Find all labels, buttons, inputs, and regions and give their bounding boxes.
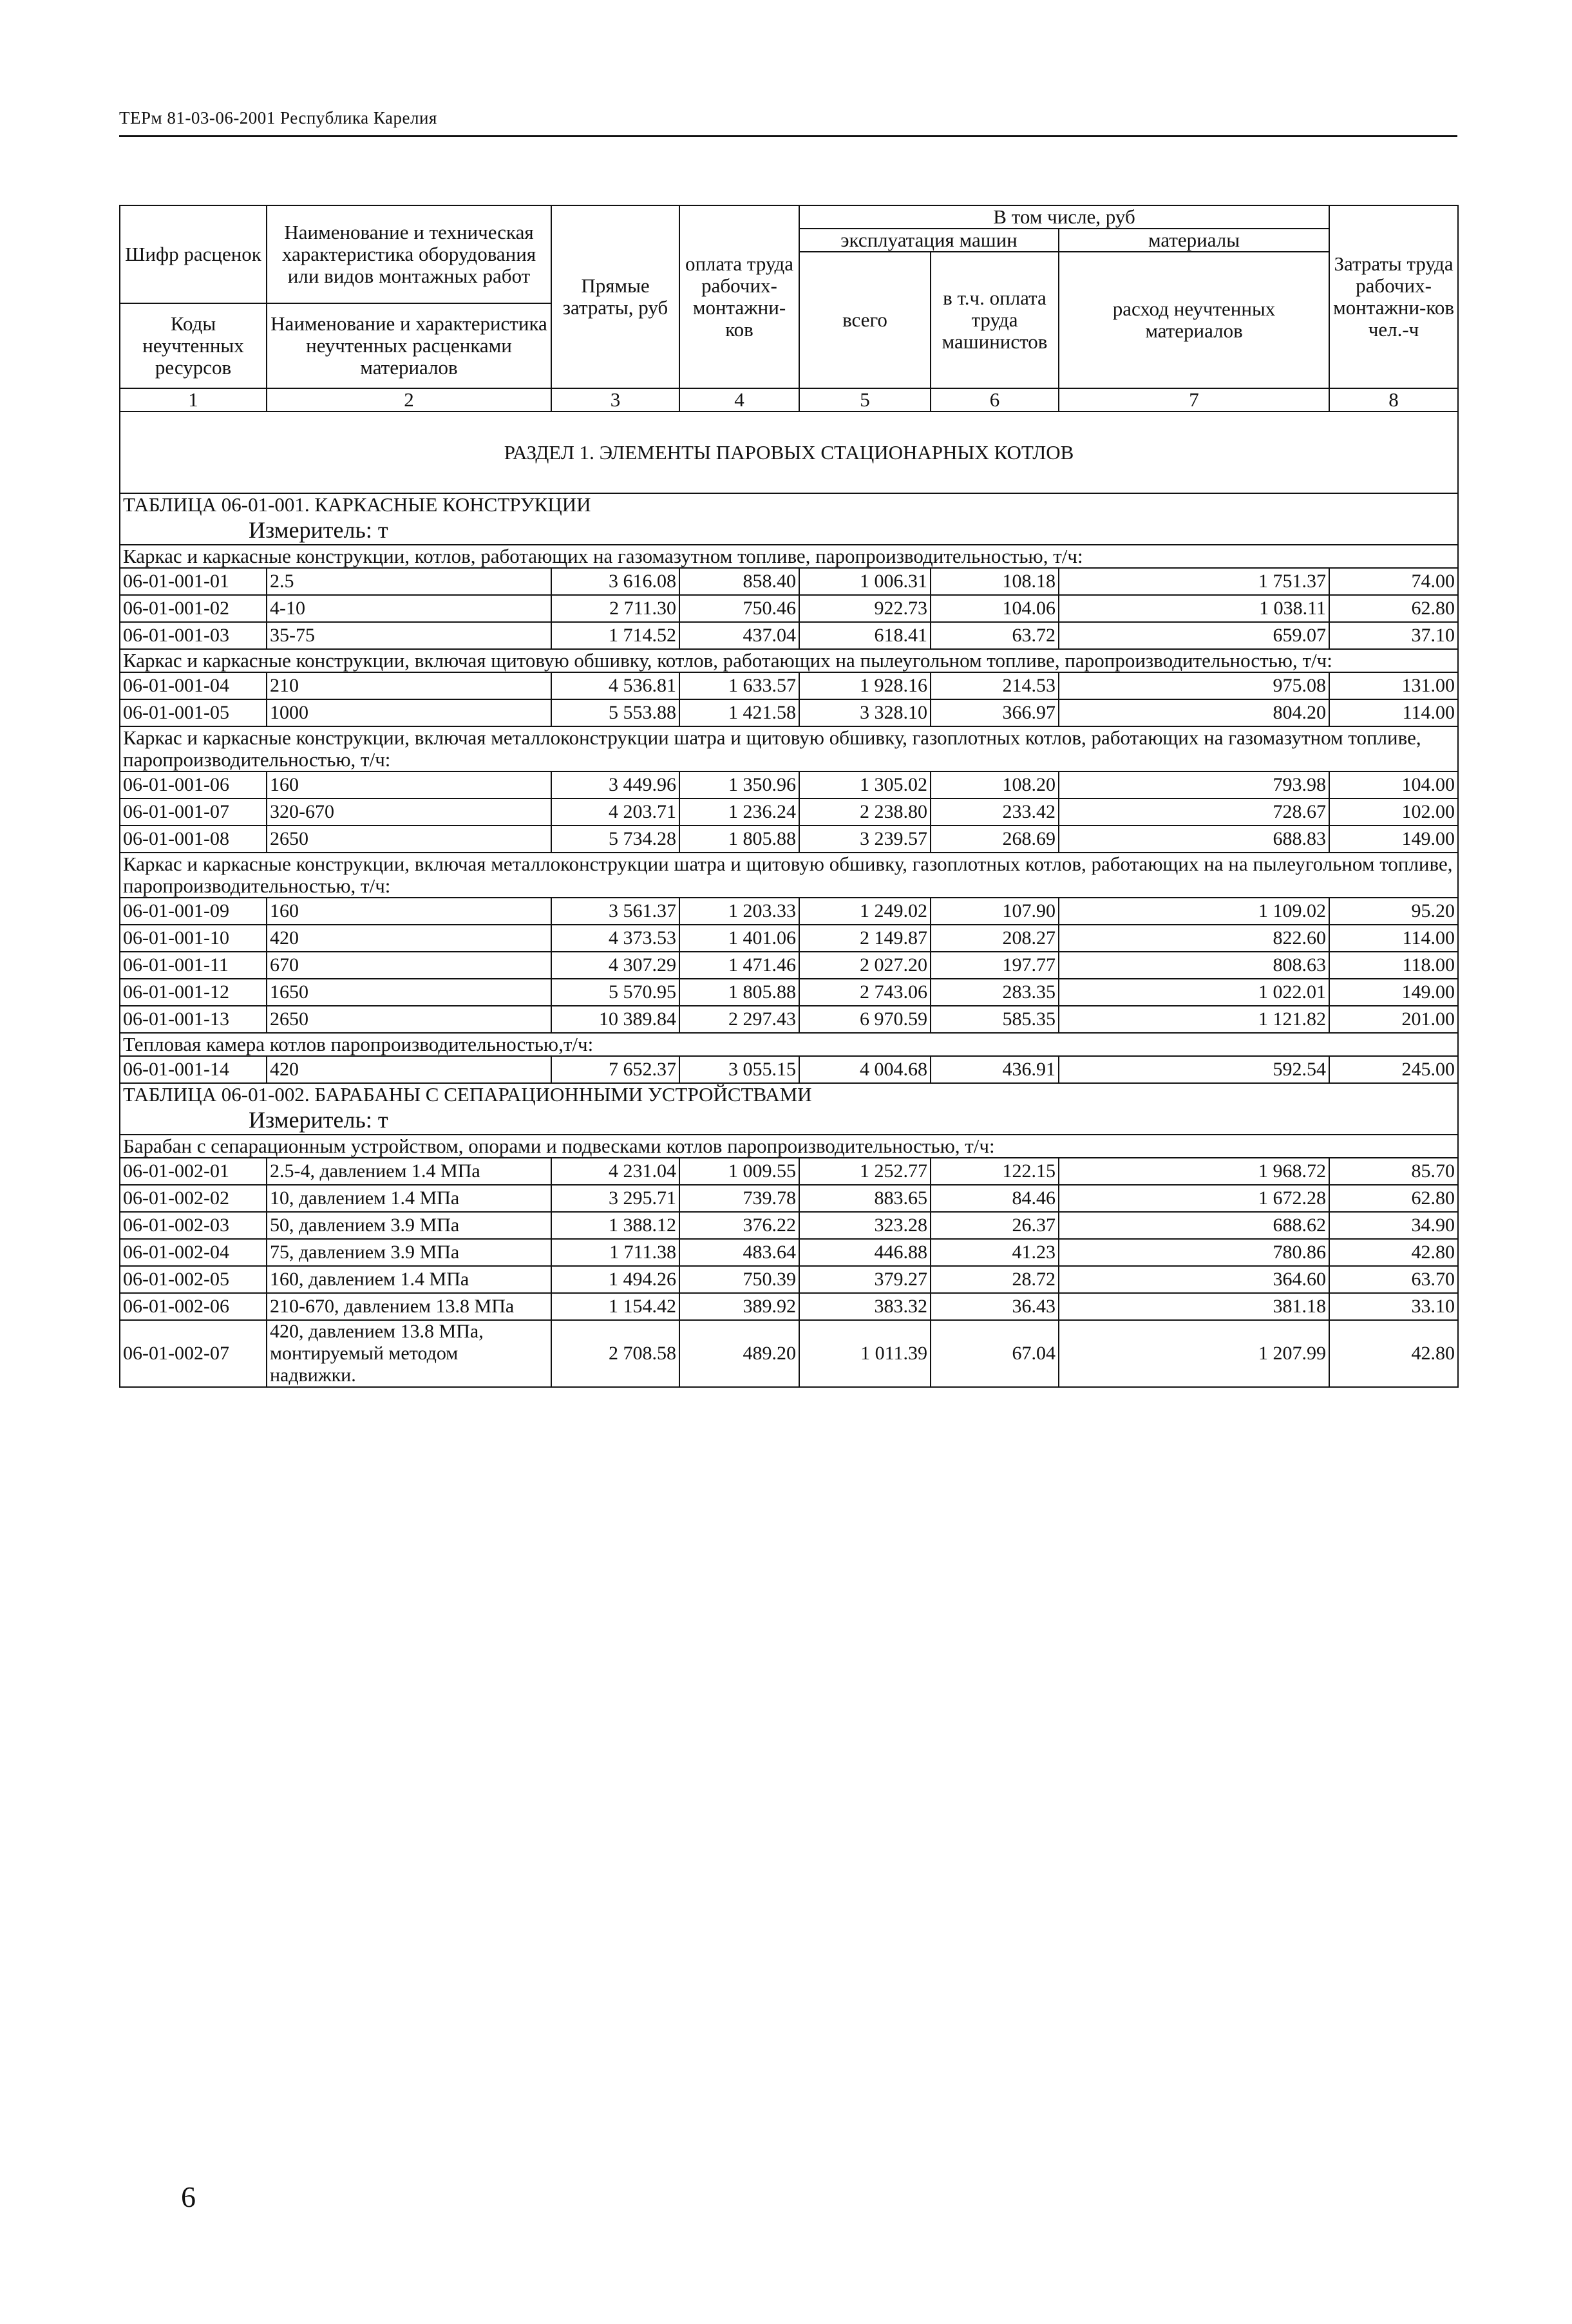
col-number-4: 4 bbox=[679, 388, 799, 411]
cell-mach-labor: 84.46 bbox=[931, 1185, 1059, 1212]
cell-mat: 364.60 bbox=[1059, 1266, 1329, 1293]
group-heading-row bbox=[120, 853, 1458, 898]
cell-hours: 201.00 bbox=[1329, 1006, 1458, 1033]
cell-mach-labor: 436.91 bbox=[931, 1056, 1059, 1083]
table-row bbox=[120, 1239, 1458, 1266]
cell-direct: 5 553.88 bbox=[551, 699, 679, 726]
cell-hours: 114.00 bbox=[1329, 925, 1458, 952]
cell-labor: 1 805.88 bbox=[679, 979, 799, 1006]
cell-mat: 592.54 bbox=[1059, 1056, 1329, 1083]
cell-mach: 1 928.16 bbox=[799, 672, 931, 699]
cell-labor: 437.04 bbox=[679, 622, 799, 649]
col-number-6: 6 bbox=[931, 388, 1059, 411]
group-heading: Тепловая камера котлов паропроизводительностью,т/ч: bbox=[120, 1033, 1458, 1056]
table-row bbox=[120, 1006, 1458, 1033]
table-row bbox=[120, 1266, 1458, 1293]
cell-code: 06-01-001-11 bbox=[120, 952, 267, 979]
cell-desc: 420 bbox=[267, 1056, 551, 1083]
cell-desc: 1650 bbox=[267, 979, 551, 1006]
cell-mat: 1 022.01 bbox=[1059, 979, 1329, 1006]
cell-code: 06-01-001-02 bbox=[120, 595, 267, 622]
table-row bbox=[120, 771, 1458, 798]
cell-hours: 33.10 bbox=[1329, 1293, 1458, 1320]
table-row bbox=[120, 979, 1458, 1006]
table-row bbox=[120, 1212, 1458, 1239]
cell-mach: 1 011.39 bbox=[799, 1320, 931, 1387]
cell-code: 06-01-001-06 bbox=[120, 771, 267, 798]
col-incl-header: В том числе, руб bbox=[799, 205, 1329, 229]
cell-mach-labor: 108.18 bbox=[931, 568, 1059, 595]
col-number-3: 3 bbox=[551, 388, 679, 411]
price-table bbox=[119, 205, 1459, 1388]
cell-hours: 104.00 bbox=[1329, 771, 1458, 798]
group-heading: Каркас и каркасные конструкции, котлов, работающих на газомазутном топливе, паропроизводительностью, т/ч: bbox=[120, 545, 1458, 568]
cell-code: 06-01-001-13 bbox=[120, 1006, 267, 1033]
cell-mach: 379.27 bbox=[799, 1266, 931, 1293]
cell-code: 06-01-001-09 bbox=[120, 898, 267, 925]
cell-direct: 2 708.58 bbox=[551, 1320, 679, 1387]
table-title bbox=[120, 1083, 1458, 1135]
cell-hours: 74.00 bbox=[1329, 568, 1458, 595]
group-heading: Каркас и каркасные конструкции, включая металлоконструкции шатра и щитовую обшивку, газоплотных котлов, работающих на на пылеугольном топливе, паропроизводительностью, т/ч: bbox=[120, 853, 1458, 898]
cell-mach: 2 149.87 bbox=[799, 925, 931, 952]
cell-desc: 420 bbox=[267, 925, 551, 952]
cell-desc: 50, давлением 3.9 МПа bbox=[267, 1212, 551, 1239]
cell-mach-labor: 214.53 bbox=[931, 672, 1059, 699]
cell-labor: 750.39 bbox=[679, 1266, 799, 1293]
cell-code: 06-01-001-10 bbox=[120, 925, 267, 952]
col-labor-header: оплата труда рабочих-монтажни-ков bbox=[679, 205, 799, 388]
table-row bbox=[120, 1185, 1458, 1212]
cell-code: 06-01-002-06 bbox=[120, 1293, 267, 1320]
header-rule bbox=[119, 135, 1457, 137]
cell-mach: 2 743.06 bbox=[799, 979, 931, 1006]
cell-mach: 2 238.80 bbox=[799, 798, 931, 826]
cell-mach-labor: 107.90 bbox=[931, 898, 1059, 925]
cell-code: 06-01-001-14 bbox=[120, 1056, 267, 1083]
cell-code: 06-01-001-08 bbox=[120, 826, 267, 853]
cell-desc: 670 bbox=[267, 952, 551, 979]
cell-direct: 4 373.53 bbox=[551, 925, 679, 952]
col-number-1: 1 bbox=[120, 388, 267, 411]
cell-mach: 323.28 bbox=[799, 1212, 931, 1239]
cell-hours: 37.10 bbox=[1329, 622, 1458, 649]
cell-mach-labor: 67.04 bbox=[931, 1320, 1059, 1387]
cell-direct: 3 295.71 bbox=[551, 1185, 679, 1212]
cell-mat: 1 109.02 bbox=[1059, 898, 1329, 925]
cell-desc: 2650 bbox=[267, 1006, 551, 1033]
cell-desc: 4-10 bbox=[267, 595, 551, 622]
cell-desc: 75, давлением 3.9 МПа bbox=[267, 1239, 551, 1266]
cell-mach: 2 027.20 bbox=[799, 952, 931, 979]
col-mach-labor-header: в т.ч. оплата труда машинистов bbox=[931, 252, 1059, 388]
cell-hours: 245.00 bbox=[1329, 1056, 1458, 1083]
cell-hours: 114.00 bbox=[1329, 699, 1458, 726]
cell-desc: 320-670 bbox=[267, 798, 551, 826]
cell-hours: 42.80 bbox=[1329, 1320, 1458, 1387]
cell-code: 06-01-001-04 bbox=[120, 672, 267, 699]
col-code-header: Шифр расценок bbox=[120, 205, 267, 303]
cell-labor: 2 297.43 bbox=[679, 1006, 799, 1033]
cell-mat: 1 672.28 bbox=[1059, 1185, 1329, 1212]
cell-code: 06-01-001-12 bbox=[120, 979, 267, 1006]
table-row bbox=[120, 925, 1458, 952]
cell-mat: 381.18 bbox=[1059, 1293, 1329, 1320]
cell-mach: 618.41 bbox=[799, 622, 931, 649]
cell-direct: 1 714.52 bbox=[551, 622, 679, 649]
cell-labor: 1 236.24 bbox=[679, 798, 799, 826]
cell-labor: 1 009.55 bbox=[679, 1158, 799, 1185]
cell-mach-labor: 41.23 bbox=[931, 1239, 1059, 1266]
cell-mach-labor: 197.77 bbox=[931, 952, 1059, 979]
cell-desc: 35-75 bbox=[267, 622, 551, 649]
col-hours-header: Затраты труда рабочих-монтажни-ков чел.-ч bbox=[1329, 205, 1458, 388]
cell-mach: 6 970.59 bbox=[799, 1006, 931, 1033]
table-row bbox=[120, 1293, 1458, 1320]
cell-mach: 1 252.77 bbox=[799, 1158, 931, 1185]
cell-desc: 1000 bbox=[267, 699, 551, 726]
col-res-name-header: Наименование и характеристика неучтенных расценками материалов bbox=[267, 303, 551, 388]
table-title-text: ТАБЛИЦА 06-01-001. КАРКАСНЫЕ КОНСТРУКЦИИ bbox=[123, 493, 591, 516]
col-number-7: 7 bbox=[1059, 388, 1329, 411]
cell-labor: 1 203.33 bbox=[679, 898, 799, 925]
cell-code: 06-01-002-01 bbox=[120, 1158, 267, 1185]
cell-mach-labor: 36.43 bbox=[931, 1293, 1059, 1320]
cell-mat: 780.86 bbox=[1059, 1239, 1329, 1266]
cell-direct: 3 616.08 bbox=[551, 568, 679, 595]
cell-labor: 858.40 bbox=[679, 568, 799, 595]
group-heading: Каркас и каркасные конструкции, включая металлоконструкции шатра и щитовую обшивку, газоплотных котлов, работающих на газомазутном топливе, паропроизводительностью, т/ч: bbox=[120, 726, 1458, 771]
group-heading-row bbox=[120, 1033, 1458, 1056]
cell-desc: 2650 bbox=[267, 826, 551, 853]
table-row bbox=[120, 622, 1458, 649]
cell-labor: 1 633.57 bbox=[679, 672, 799, 699]
cell-mach-labor: 122.15 bbox=[931, 1158, 1059, 1185]
cell-code: 06-01-001-01 bbox=[120, 568, 267, 595]
cell-code: 06-01-002-03 bbox=[120, 1212, 267, 1239]
cell-desc: 10, давлением 1.4 МПа bbox=[267, 1185, 551, 1212]
cell-labor: 1 805.88 bbox=[679, 826, 799, 853]
cell-labor: 1 421.58 bbox=[679, 699, 799, 726]
cell-direct: 4 231.04 bbox=[551, 1158, 679, 1185]
cell-direct: 4 203.71 bbox=[551, 798, 679, 826]
table-title bbox=[120, 493, 1458, 545]
cell-code: 06-01-001-05 bbox=[120, 699, 267, 726]
table-row bbox=[120, 1158, 1458, 1185]
cell-desc: 210 bbox=[267, 672, 551, 699]
cell-direct: 1 711.38 bbox=[551, 1239, 679, 1266]
cell-labor: 376.22 bbox=[679, 1212, 799, 1239]
group-heading-row bbox=[120, 649, 1458, 672]
cell-hours: 85.70 bbox=[1329, 1158, 1458, 1185]
cell-desc: 160, давлением 1.4 МПа bbox=[267, 1266, 551, 1293]
cell-mach-labor: 366.97 bbox=[931, 699, 1059, 726]
cell-labor: 1 471.46 bbox=[679, 952, 799, 979]
cell-hours: 102.00 bbox=[1329, 798, 1458, 826]
col-number-2: 2 bbox=[267, 388, 551, 411]
table-title-text: ТАБЛИЦА 06-01-002. БАРАБАНЫ С СЕПАРАЦИОННЫМИ УСТРОЙСТВАМИ bbox=[123, 1083, 812, 1106]
cell-direct: 10 389.84 bbox=[551, 1006, 679, 1033]
cell-direct: 7 652.37 bbox=[551, 1056, 679, 1083]
cell-hours: 131.00 bbox=[1329, 672, 1458, 699]
cell-hours: 118.00 bbox=[1329, 952, 1458, 979]
cell-mach: 383.32 bbox=[799, 1293, 931, 1320]
cell-direct: 2 711.30 bbox=[551, 595, 679, 622]
col-material-header: расход неучтенных материалов bbox=[1059, 252, 1329, 388]
cell-mach: 4 004.68 bbox=[799, 1056, 931, 1083]
cell-mat: 804.20 bbox=[1059, 699, 1329, 726]
cell-direct: 1 154.42 bbox=[551, 1293, 679, 1320]
cell-mach: 922.73 bbox=[799, 595, 931, 622]
cell-mat: 1 207.99 bbox=[1059, 1320, 1329, 1387]
cell-mat: 1 751.37 bbox=[1059, 568, 1329, 595]
table-row bbox=[120, 798, 1458, 826]
cell-mach-labor: 208.27 bbox=[931, 925, 1059, 952]
table-title-row bbox=[120, 1083, 1458, 1135]
cell-mat: 822.60 bbox=[1059, 925, 1329, 952]
cell-code: 06-01-002-04 bbox=[120, 1239, 267, 1266]
running-header: ТЕРм 81-03-06-2001 Республика Карелия bbox=[119, 108, 437, 128]
cell-desc: 2.5 bbox=[267, 568, 551, 595]
cell-mach-labor: 108.20 bbox=[931, 771, 1059, 798]
table-row bbox=[120, 1320, 1458, 1387]
col-number-5: 5 bbox=[799, 388, 931, 411]
table-row bbox=[120, 1056, 1458, 1083]
cell-mach-labor: 28.72 bbox=[931, 1266, 1059, 1293]
cell-desc: 160 bbox=[267, 898, 551, 925]
cell-hours: 95.20 bbox=[1329, 898, 1458, 925]
group-heading-row bbox=[120, 726, 1458, 771]
cell-labor: 483.64 bbox=[679, 1239, 799, 1266]
cell-hours: 149.00 bbox=[1329, 826, 1458, 853]
cell-desc: 160 bbox=[267, 771, 551, 798]
col-res-code-header: Коды неучтенных ресурсов bbox=[120, 303, 267, 388]
cell-mach-labor: 233.42 bbox=[931, 798, 1059, 826]
cell-labor: 739.78 bbox=[679, 1185, 799, 1212]
cell-mat: 728.67 bbox=[1059, 798, 1329, 826]
cell-code: 06-01-002-07 bbox=[120, 1320, 267, 1387]
group-heading-row bbox=[120, 1135, 1458, 1158]
cell-hours: 149.00 bbox=[1329, 979, 1458, 1006]
cell-direct: 1 388.12 bbox=[551, 1212, 679, 1239]
cell-mach: 446.88 bbox=[799, 1239, 931, 1266]
cell-labor: 389.92 bbox=[679, 1293, 799, 1320]
col-name-header: Наименование и техническая характеристика оборудования или видов монтажных работ bbox=[267, 205, 551, 303]
table-unit: Измеритель: т bbox=[249, 1107, 388, 1133]
cell-mach-labor: 26.37 bbox=[931, 1212, 1059, 1239]
col-mach-total-header: всего bbox=[799, 252, 931, 388]
table-row bbox=[120, 672, 1458, 699]
cell-labor: 489.20 bbox=[679, 1320, 799, 1387]
group-heading: Барабан с сепарационным устройством, опорами и подвесками котлов паропроизводительностью, т/ч: bbox=[120, 1135, 1458, 1158]
cell-direct: 3 561.37 bbox=[551, 898, 679, 925]
cell-direct: 5 570.95 bbox=[551, 979, 679, 1006]
cell-mat: 1 968.72 bbox=[1059, 1158, 1329, 1185]
cell-desc: 2.5-4, давлением 1.4 МПа bbox=[267, 1158, 551, 1185]
cell-hours: 63.70 bbox=[1329, 1266, 1458, 1293]
table-row bbox=[120, 595, 1458, 622]
col-materials-header: материалы bbox=[1059, 229, 1329, 252]
cell-mach: 1 249.02 bbox=[799, 898, 931, 925]
cell-mach: 1 006.31 bbox=[799, 568, 931, 595]
cell-hours: 62.80 bbox=[1329, 1185, 1458, 1212]
cell-mach: 1 305.02 bbox=[799, 771, 931, 798]
cell-hours: 62.80 bbox=[1329, 595, 1458, 622]
cell-mat: 659.07 bbox=[1059, 622, 1329, 649]
group-heading-row bbox=[120, 545, 1458, 568]
cell-direct: 5 734.28 bbox=[551, 826, 679, 853]
table-row bbox=[120, 826, 1458, 853]
cell-mach-labor: 63.72 bbox=[931, 622, 1059, 649]
cell-mach: 3 328.10 bbox=[799, 699, 931, 726]
cell-mat: 688.83 bbox=[1059, 826, 1329, 853]
cell-code: 06-01-002-05 bbox=[120, 1266, 267, 1293]
cell-mach-labor: 585.35 bbox=[931, 1006, 1059, 1033]
cell-mach: 883.65 bbox=[799, 1185, 931, 1212]
table-title-row bbox=[120, 493, 1458, 545]
cell-direct: 4 307.29 bbox=[551, 952, 679, 979]
cell-hours: 42.80 bbox=[1329, 1239, 1458, 1266]
cell-mach-labor: 283.35 bbox=[931, 979, 1059, 1006]
table-unit: Измеритель: т bbox=[249, 517, 388, 543]
cell-labor: 3 055.15 bbox=[679, 1056, 799, 1083]
cell-direct: 1 494.26 bbox=[551, 1266, 679, 1293]
cell-mat: 688.62 bbox=[1059, 1212, 1329, 1239]
cell-direct: 4 536.81 bbox=[551, 672, 679, 699]
cell-direct: 3 449.96 bbox=[551, 771, 679, 798]
cell-code: 06-01-002-02 bbox=[120, 1185, 267, 1212]
cell-code: 06-01-001-07 bbox=[120, 798, 267, 826]
page-number: 6 bbox=[181, 2180, 196, 2213]
cell-mat: 793.98 bbox=[1059, 771, 1329, 798]
cell-labor: 1 401.06 bbox=[679, 925, 799, 952]
table-row bbox=[120, 568, 1458, 595]
col-number-8: 8 bbox=[1329, 388, 1458, 411]
table-row bbox=[120, 699, 1458, 726]
group-heading: Каркас и каркасные конструкции, включая щитовую обшивку, котлов, работающих на пылеугольном топливе, паропроизводительностью, т/ч: bbox=[120, 649, 1458, 672]
col-direct-header: Прямые затраты, руб bbox=[551, 205, 679, 388]
cell-mach: 3 239.57 bbox=[799, 826, 931, 853]
col-machines-header: эксплуатация машин bbox=[799, 229, 1059, 252]
cell-mach-labor: 268.69 bbox=[931, 826, 1059, 853]
cell-mat: 1 038.11 bbox=[1059, 595, 1329, 622]
cell-labor: 1 350.96 bbox=[679, 771, 799, 798]
cell-desc: 210-670, давлением 13.8 МПа bbox=[267, 1293, 551, 1320]
cell-labor: 750.46 bbox=[679, 595, 799, 622]
cell-mat: 808.63 bbox=[1059, 952, 1329, 979]
cell-code: 06-01-001-03 bbox=[120, 622, 267, 649]
section-title: РАЗДЕЛ 1. ЭЛЕМЕНТЫ ПАРОВЫХ СТАЦИОНАРНЫХ КОТЛОВ bbox=[120, 411, 1458, 493]
cell-mach-labor: 104.06 bbox=[931, 595, 1059, 622]
table-row bbox=[120, 898, 1458, 925]
table-row bbox=[120, 952, 1458, 979]
cell-mat: 1 121.82 bbox=[1059, 1006, 1329, 1033]
cell-desc: 420, давлением 13.8 МПа, монтируемый методом надвижки. bbox=[267, 1320, 551, 1387]
cell-hours: 34.90 bbox=[1329, 1212, 1458, 1239]
cell-mat: 975.08 bbox=[1059, 672, 1329, 699]
